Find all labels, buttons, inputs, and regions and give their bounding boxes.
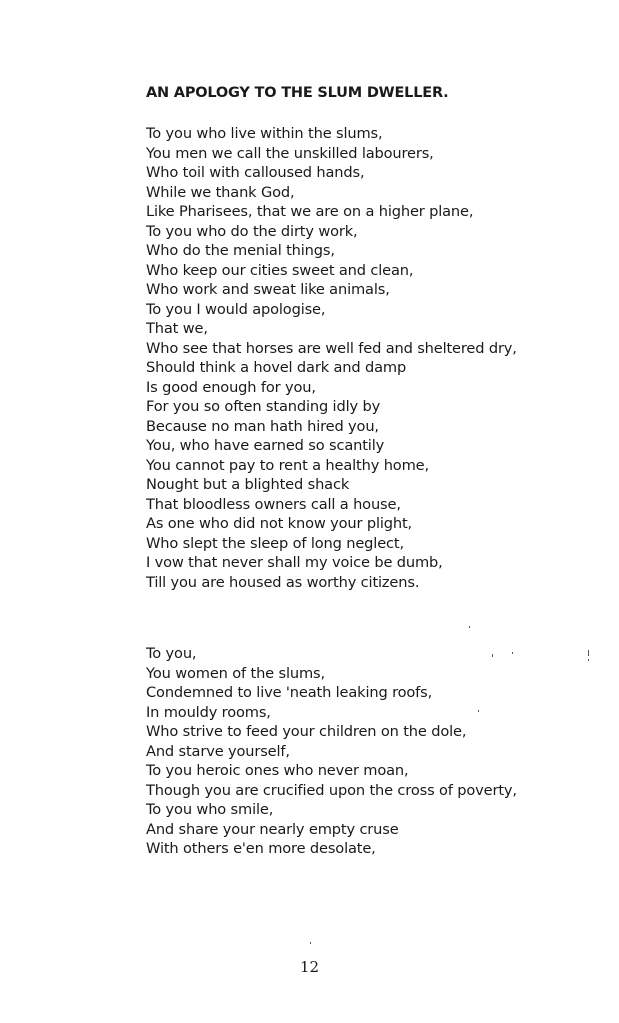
poem-line: You cannot pay to rent a healthy home, bbox=[146, 456, 429, 474]
poem-line: That bloodless owners call a house, bbox=[146, 495, 401, 513]
poem-line: Like Pharisees, that we are on a higher plane, bbox=[146, 203, 474, 220]
poem-line: Should think a hovel dark and damp bbox=[146, 359, 407, 376]
poem-line: Who work and sweat like animals, bbox=[146, 281, 390, 298]
poem-line: Who strive to feed your children on the dole, bbox=[146, 723, 467, 740]
poem-line: To you who smile, bbox=[146, 801, 274, 818]
scan-speck bbox=[478, 710, 479, 712]
scan-speck bbox=[588, 659, 589, 661]
poem-line: Who see that horses are well fed and sheltered dry, bbox=[146, 339, 517, 357]
poem-line: In mouldy rooms, bbox=[146, 703, 271, 721]
poem-line: Who slept the sleep of long neglect, bbox=[146, 534, 404, 552]
scan-speck bbox=[469, 626, 470, 628]
poem-line: Who do the menial things, bbox=[146, 242, 335, 259]
poem-line: To you who live within the slums, bbox=[146, 125, 383, 142]
poem-line: As one who did not know your plight, bbox=[146, 515, 413, 532]
poem-line: Who toil with calloused hands, bbox=[146, 164, 365, 181]
poem-line: You women of the slums, bbox=[146, 664, 325, 682]
scan-speck bbox=[492, 654, 493, 657]
scan-speck bbox=[512, 652, 513, 654]
scan-speck bbox=[588, 650, 589, 656]
poem-line: While we thank God, bbox=[146, 183, 295, 201]
poem-line: And share your nearly empty cruse bbox=[146, 820, 399, 838]
poem-line: Who keep our cities sweet and clean, bbox=[146, 261, 414, 279]
poem-line: You men we call the unskilled labourers, bbox=[146, 144, 434, 162]
stanza-1 bbox=[146, 124, 517, 592]
poem-line: And starve yourself, bbox=[146, 742, 290, 760]
poem-line: To you who do the dirty work, bbox=[146, 222, 358, 240]
poem-line: To you I would apologise, bbox=[146, 300, 326, 318]
poem-line: With others e'en more desolate, bbox=[146, 840, 376, 857]
scan-speck bbox=[310, 942, 311, 944]
poem-line: Till you are housed as worthy citizens. bbox=[146, 573, 420, 591]
poem-line: For you so often standing idly by bbox=[146, 398, 381, 415]
poem-line: You, who have earned so scantily bbox=[146, 437, 385, 454]
poem-line: Because no man hath hired you, bbox=[146, 417, 379, 435]
stanza-2 bbox=[146, 644, 517, 859]
poem-line: To you, bbox=[146, 645, 197, 662]
poem-line: That we, bbox=[146, 320, 208, 337]
poem-line: Is good enough for you, bbox=[146, 378, 316, 396]
poem-line: Condemned to live 'neath leaking roofs, bbox=[146, 684, 433, 701]
poem-line: I vow that never shall my voice be dumb, bbox=[146, 554, 443, 571]
poem-line: To you heroic ones who never moan, bbox=[146, 762, 409, 779]
poem-title: AN APOLOGY TO THE SLUM DWELLER. bbox=[146, 85, 449, 101]
poem-line: Nought but a blighted shack bbox=[146, 476, 350, 493]
page-number: 12 bbox=[299, 958, 320, 976]
poem-line: Though you are crucified upon the cross of poverty, bbox=[146, 781, 517, 799]
